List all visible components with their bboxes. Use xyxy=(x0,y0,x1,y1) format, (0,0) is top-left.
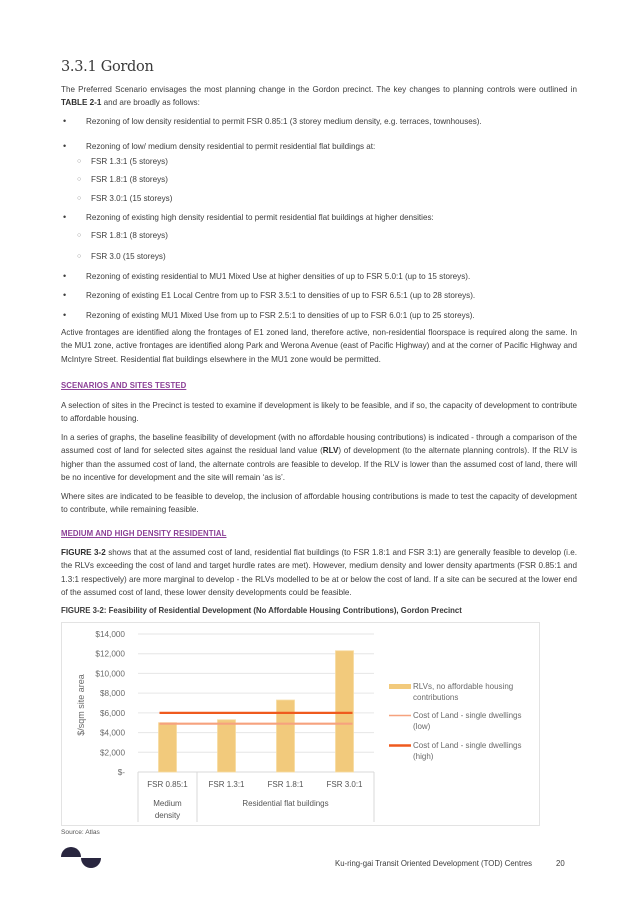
list-item-text: Rezoning of existing high density residential to permit residential flat buildings at higher densities: xyxy=(86,213,434,222)
figure-reference-link[interactable]: FIGURE 3-2 xyxy=(61,548,106,557)
figure-source: Source: Atlas xyxy=(61,829,100,836)
page-number: 20 xyxy=(556,859,565,868)
list-item-text: Rezoning of existing residential to MU1 Mixed Use at higher densities of up to FSR 5.0:1 (up to 15 storeys). xyxy=(86,272,471,281)
sub-bullet-icon: ○ xyxy=(77,232,82,239)
legend-label: RLVs, no affordable housing xyxy=(413,682,514,691)
list-item-text: FSR 1.8:1 (8 storeys) xyxy=(91,231,168,240)
y-tick-label: $14,000 xyxy=(95,630,125,639)
scenarios-heading: SCENARIOS AND SITES TESTED xyxy=(61,381,187,390)
x-tick-label: FSR 1.8:1 xyxy=(267,780,304,789)
bullet-icon: • xyxy=(63,290,67,300)
bullet-icon: • xyxy=(63,212,67,222)
y-tick-label: $10,000 xyxy=(95,669,125,679)
bullet-icon: • xyxy=(63,310,67,320)
bullet-icon: • xyxy=(63,271,67,281)
legend-swatch-bar xyxy=(389,684,411,689)
bar-rlv-2 xyxy=(277,700,295,772)
feasibility-chart xyxy=(61,622,540,826)
y-tick-label: $2,000 xyxy=(99,748,125,758)
medium-high-text: shows that at the assumed cost of land, residential flat buildings (to FSR 1.8:1 and FSR 3:1) are generally feasible to develop (i.e. the RLVs exceeding the cost of land and target hurdle rates are met). However, medium density and lower density apartments (FSR 0.85:1 and 1.3:1 respectively) are more marginal to develop - the RLVs modelled to be at or below the cost of land. If a site can be secured at the lower end of the assumed cost of land, these lower density developments could be feasible. xyxy=(61,548,577,598)
x-tick-label: FSR 3.0:1 xyxy=(326,780,363,789)
y-tick-label: $8,000 xyxy=(99,689,125,699)
list-item-text: Rezoning of existing MU1 Mixed Use from up to FSR 2.5:1 to densities of up to FSR 6.0:1 (up to 25 storeys). xyxy=(86,311,475,320)
list-item-text: FSR 1.3:1 (5 storeys) xyxy=(91,157,168,166)
y-tick-label: $- xyxy=(117,768,125,777)
list-item-text: Rezoning of low density residential to permit FSR 0.85:1 (3 storey medium density, e.g. terraces, townhouses). xyxy=(86,117,482,126)
sub-bullet-icon: ○ xyxy=(77,195,82,202)
list-item-text: Rezoning of low/ medium density residential to permit residential flat buildings at: xyxy=(86,142,376,151)
y-tick-label: $4,000 xyxy=(99,728,125,738)
legend-label: (high) xyxy=(413,752,434,761)
list-item-text: Rezoning of existing E1 Local Centre from up to FSR 3.5:1 to densities of up to FSR 6.5:1 (up to 28 storeys). xyxy=(86,291,476,300)
company-logo-icon xyxy=(60,846,102,870)
sub-bullet-icon: ○ xyxy=(77,176,82,183)
figure-caption: FIGURE 3-2: Feasibility of Residential Development (No Affordable Housing Contributions), Gordon Precinct xyxy=(61,606,462,615)
y-axis-label: $/sqm site area xyxy=(76,674,86,736)
list-item-text: FSR 3.0 (15 storeys) xyxy=(91,252,166,261)
bullet-icon: • xyxy=(63,116,67,126)
list-item-text: FSR 3.0:1 (15 storeys) xyxy=(91,194,173,203)
intro-text-end: and are broadly as follows: xyxy=(101,98,200,108)
bar-rlv-3 xyxy=(336,651,354,772)
x-group-label: Medium xyxy=(153,799,182,808)
footer-document-title: Ku-ring-gai Transit Oriented Development (TOD) Centres xyxy=(335,859,533,868)
x-group-label: density xyxy=(154,811,181,820)
x-tick-label: FSR 0.85:1 xyxy=(147,780,188,789)
section-title: 3.3.1 Gordon xyxy=(61,59,154,75)
legend-label: (low) xyxy=(413,722,431,731)
scenarios-paragraph-2 xyxy=(61,431,577,485)
legend-label: contributions xyxy=(413,693,459,702)
medium-high-heading: MEDIUM AND HIGH DENSITY RESIDENTIAL xyxy=(61,529,227,538)
x-tick-label: FSR 1.3:1 xyxy=(208,780,245,789)
rlv-abbrev: RLV xyxy=(322,446,339,456)
x-group-label: Residential flat buildings xyxy=(242,799,329,808)
sub-bullet-icon: ○ xyxy=(77,158,82,165)
active-frontages-paragraph: Active frontages are identified along the frontages of E1 zoned land, therefore active, non-residential floorspace is required along the same. In the MU1 zone, active frontages are identified along Park and Werona Avenue (east of Pacific Highway) and at the corner of Pacific Highway and McIntyre Street. Residential flat buildings elsewhere in the MU1 zone would be permitted. xyxy=(61,328,577,364)
intro-text: The Preferred Scenario envisages the most planning change in the Gordon precinct. The key changes to planning controls were outlined in xyxy=(61,85,577,94)
p2-text-end: ) of development (to the alternate planning controls). If the RLV is higher than the assumed cost of land, the alternate controls are feasible to develop. If the RLV is lower than the assumed cost of land, there will be no incentive for development and the site will remain ‘as is’. xyxy=(61,446,577,483)
scenarios-paragraph-1: A selection of sites in the Precinct is tested to examine if development is likely to be feasible, and if so, the capacity of development to contribute to affordable housing. xyxy=(61,401,577,424)
table-reference-link[interactable]: TABLE 2-1 xyxy=(61,98,102,108)
p2-text: In a series of graphs, the baseline feasibility of development (with no affordable housing contributions) is indicated - through a comparison of the assumed cost of land for selected sites against the residual land value ( xyxy=(61,433,577,456)
y-tick-label: $12,000 xyxy=(95,649,125,659)
scenarios-paragraph-3: Where sites are indicated to be feasible to develop, the inclusion of affordable housing contributions is made to test the capacity of development to contribute, while remaining feasible. xyxy=(61,492,577,515)
medium-high-paragraph xyxy=(61,546,577,600)
bar-rlv-1 xyxy=(218,720,236,772)
bullet-icon: • xyxy=(63,141,67,151)
sub-bullet-icon: ○ xyxy=(77,253,82,260)
intro-paragraph xyxy=(61,83,577,110)
bar-rlv-0 xyxy=(159,723,177,772)
y-tick-label: $6,000 xyxy=(99,708,125,718)
list-item-text: FSR 1.8:1 (8 storeys) xyxy=(91,175,168,184)
legend-label: Cost of Land - single dwellings xyxy=(413,711,522,720)
legend-label: Cost of Land - single dwellings xyxy=(413,741,522,750)
